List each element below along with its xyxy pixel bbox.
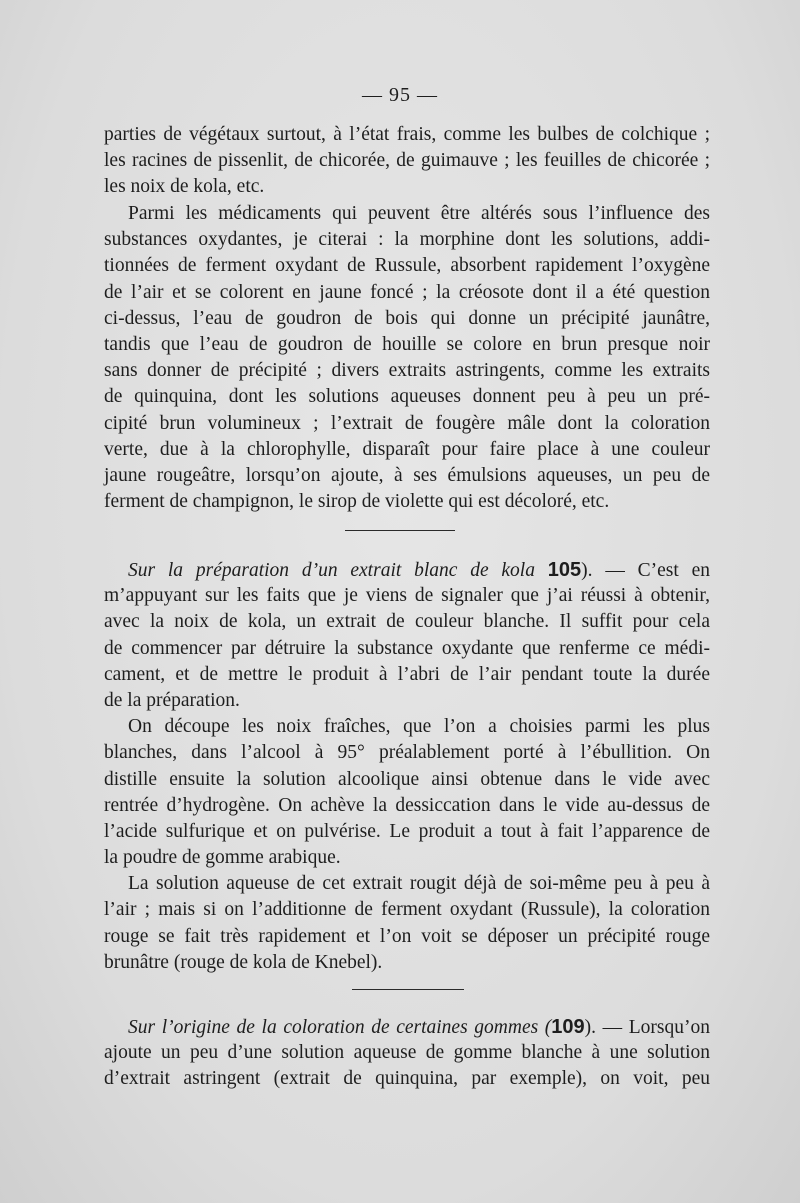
- section-title-tail: ). — C’est en: [581, 560, 711, 581]
- text-line: de commencer par détruire la substance oxydante que renferme ce médi-: [104, 637, 710, 659]
- reference-number: 109: [551, 1016, 585, 1038]
- text-line: Parmi les médicaments qui peuvent être altérés sous l’influence des: [128, 203, 710, 224]
- text-line: de quinquina, dont les solutions aqueuses donnent peu à peu un pré-: [104, 386, 710, 408]
- section-title: Sur l’origine de la coloration de certaines gommes (: [128, 1017, 552, 1038]
- reference-number: 105: [547, 559, 582, 581]
- section-divider: [352, 989, 464, 990]
- text-line: ci-dessus, l’eau de goudron de bois qui donne un précipité jaunâtre,: [104, 307, 710, 329]
- text-line: de l’air et se colorent en jaune foncé ; la créosote dont il a été question: [104, 281, 710, 303]
- section-kola-extract: [104, 557, 710, 976]
- text-line: La solution aqueuse de cet extrait rougit déjà de soi-même peu à peu à: [128, 873, 710, 895]
- text-line: la poudre de gomme arabique.: [104, 847, 341, 869]
- text-line: de la préparation.: [104, 689, 240, 711]
- text-line: parties de végétaux surtout, à l’état frais, comme les bulbes de colchique ;: [104, 124, 710, 145]
- page-number: — 95 —: [362, 84, 438, 106]
- section-title: Sur la préparation d’un extrait blanc de kola: [128, 560, 535, 581]
- section-heading-line: [104, 557, 710, 583]
- text-line: tionnées de ferment oxydant de Russule, absorbent rapidement l’oxygène: [104, 255, 710, 277]
- text-line: rouge se fait très rapidement et l’on voit se déposer un précipité rouge: [104, 925, 710, 947]
- text-line: distille ensuite la solution alcoolique ainsi obtenue dans le vide avec: [104, 768, 710, 790]
- text-line: rentrée d’hydrogène. On achève la dessiccation dans le vide au-dessus de: [104, 794, 710, 816]
- text-line: substances oxydantes, je citerai : la morphine dont les solutions, addi-: [104, 229, 710, 251]
- text-line: l’acide sulfurique et on pulvérise. Le produit a tout à fait l’apparence de: [104, 820, 710, 842]
- text-line: sans donner de précipité ; divers extraits astringents, comme les extraits: [104, 360, 710, 382]
- text-line: d’extrait astringent (extrait de quinquina, par exemple), on voit, peu: [104, 1068, 710, 1090]
- text-line: jaune rougeâtre, lorsqu’on ajoute, à ses émulsions aqueuses, un peu de: [104, 464, 710, 486]
- text-line: cament, et de mettre le produit à l’abri de l’air pendant toute la durée: [104, 663, 710, 685]
- paragraph-medications: [104, 201, 710, 515]
- section-gum-coloration: [104, 1014, 710, 1093]
- text-line: cipité brun volumineux ; l’extrait de fougère mâle dont la coloration: [104, 412, 710, 434]
- paragraph-intro: [104, 122, 710, 201]
- text-line: avec la noix de kola, un extrait de couleur blanche. Il suffit pour cela: [104, 611, 710, 633]
- text-line: tandis que l’eau de goudron de houille se colore en brun presque noir: [104, 333, 710, 355]
- section-title-tail: ). — Lorsqu’on: [584, 1017, 710, 1038]
- text-line: ajoute un peu d’une solution aqueuse de gomme blanche à une solution: [104, 1042, 710, 1064]
- text-line: les racines de pissenlit, de chicorée, de guimauve ; les feuilles de chicorée ;: [104, 150, 710, 172]
- text-line: blanches, dans l’alcool à 95° préalablement porté à l’ébullition. On: [104, 742, 710, 764]
- text-line: les noix de kola, etc.: [104, 176, 265, 198]
- text-line: l’air ; mais si on l’additionne de ferment oxydant (Russule), la coloration: [104, 899, 710, 921]
- section-heading-line: [104, 1014, 710, 1040]
- text-line: m’appuyant sur les faits que je viens de signaler que j’ai réussi à obtenir,: [104, 585, 710, 607]
- text-line: On découpe les noix fraîches, que l’on a choisies parmi les plus: [128, 716, 710, 738]
- text-line: ferment de champignon, le sirop de violette qui est décoloré, etc.: [104, 491, 610, 513]
- section-divider: [345, 530, 455, 531]
- text-line: verte, due à la chlorophylle, disparaît pour faire place à une couleur: [104, 438, 710, 460]
- text-line: brunâtre (rouge de kola de Knebel).: [104, 951, 383, 973]
